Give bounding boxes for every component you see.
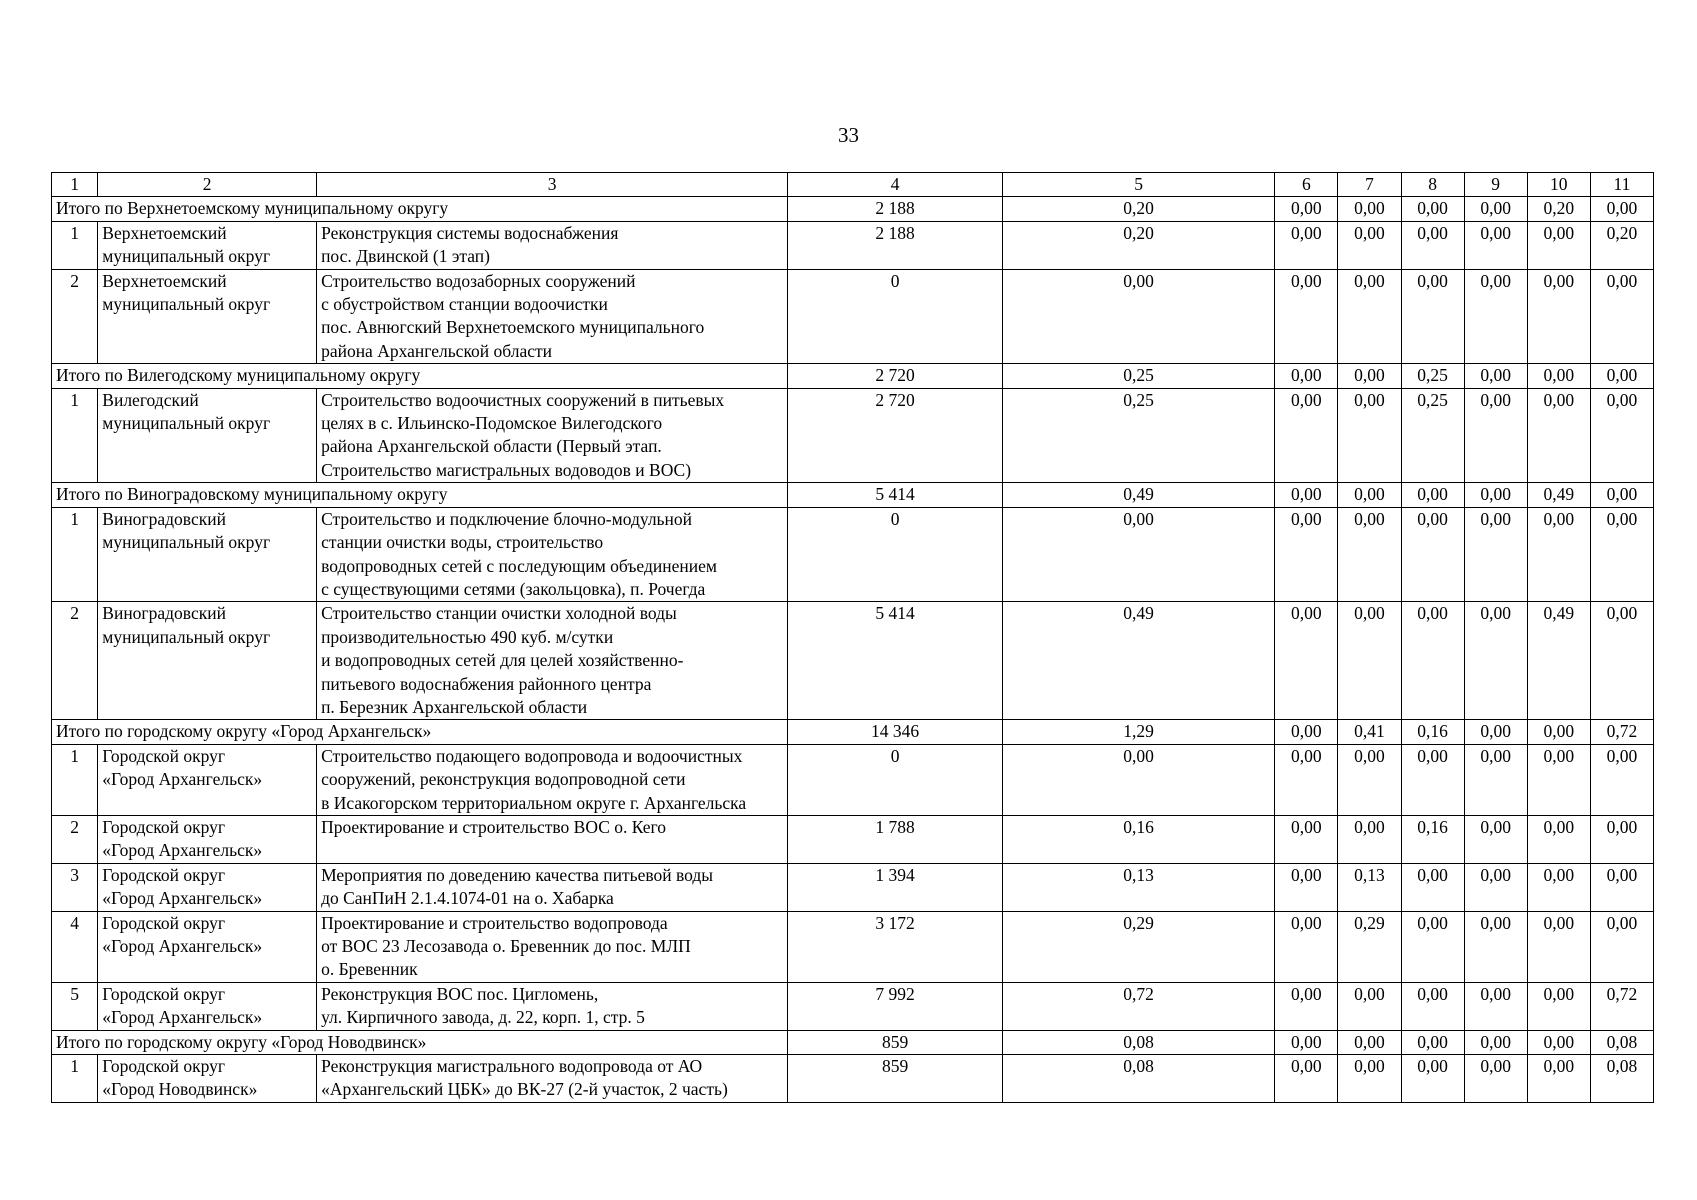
district-line: «Город Архангельск» [102, 1007, 263, 1028]
project-cell [317, 1055, 788, 1103]
project-line: питьевого водоснабжения районного центра [321, 673, 652, 694]
row-value: 0,00 [1275, 911, 1338, 982]
row-number: 2 [52, 602, 98, 720]
row-value: 5 414 [788, 602, 1003, 720]
column-number-row [52, 173, 1654, 197]
column-number: 2 [98, 173, 317, 197]
subtotal-value: 0,00 [1464, 483, 1527, 507]
project-cell [317, 507, 788, 602]
district-line: Верхнетоемский [102, 270, 227, 291]
row-value: 0,00 [1464, 744, 1527, 815]
subtotal-value: 0,25 [1401, 364, 1464, 388]
project-cell [317, 982, 788, 1030]
row-value: 0,00 [1464, 388, 1527, 483]
row-value: 7 992 [788, 982, 1003, 1030]
project-line: Мероприятия по доведению качества питьевой воды [321, 864, 714, 885]
subtotal-value: 0,08 [1002, 1030, 1274, 1054]
project-line: производительностью 490 куб. м/сутки [321, 626, 614, 647]
row-value: 0,00 [1464, 815, 1527, 863]
row-value: 0,00 [1527, 221, 1590, 269]
column-number: 6 [1275, 173, 1338, 197]
row-value: 0,13 [1002, 863, 1274, 911]
row-value: 0,49 [1002, 602, 1274, 720]
row-value: 859 [788, 1055, 1003, 1103]
district-cell [98, 602, 317, 720]
subtotal-label: Итого по городскому округу «Город Новодвинск» [52, 1030, 788, 1054]
subtotal-label: Итого по городскому округу «Город Архангельск» [52, 720, 788, 744]
row-number: 1 [52, 1055, 98, 1103]
row-value: 0,00 [1590, 269, 1653, 364]
column-number: 3 [317, 173, 788, 197]
row-value: 3 172 [788, 911, 1003, 982]
project-line: водопроводных сетей с последующим объединением [321, 555, 717, 576]
district-line: Виноградовский [102, 508, 226, 529]
row-value: 0,00 [1338, 815, 1401, 863]
row-value: 0,72 [1002, 982, 1274, 1030]
row-value: 0,00 [1401, 507, 1464, 602]
row-value: 0,25 [1002, 388, 1274, 483]
subtotal-value: 0,00 [1464, 364, 1527, 388]
row-value: 0,00 [1002, 507, 1274, 602]
row-value: 0,08 [1590, 1055, 1653, 1103]
row-value: 0,00 [1590, 602, 1653, 720]
district-cell [98, 221, 317, 269]
district-cell [98, 744, 317, 815]
district-line: Виноградовский [102, 603, 226, 624]
district-line: Городской округ [102, 912, 226, 933]
subtotal-row [52, 197, 1654, 221]
project-line: Проектирование и строительство водопровода [321, 912, 668, 933]
district-cell [98, 815, 317, 863]
subtotal-value: 0,49 [1002, 483, 1274, 507]
row-value: 0,00 [1590, 507, 1653, 602]
column-number: 9 [1464, 173, 1527, 197]
row-value: 0 [788, 507, 1003, 602]
district-cell [98, 982, 317, 1030]
table-row [52, 269, 1654, 364]
subtotal-value: 0,00 [1464, 720, 1527, 744]
district-cell [98, 269, 317, 364]
row-value: 0,00 [1464, 911, 1527, 982]
subtotal-value: 0,00 [1401, 197, 1464, 221]
subtotal-value: 0,00 [1338, 483, 1401, 507]
project-cell [317, 911, 788, 982]
row-value: 0,00 [1464, 602, 1527, 720]
subtotal-value: 14 346 [788, 720, 1003, 744]
row-value: 0,00 [1527, 744, 1590, 815]
project-line: с обустройством станции водоочистки [321, 294, 608, 315]
subtotal-value: 0,00 [1464, 1030, 1527, 1054]
row-value: 0,08 [1002, 1055, 1274, 1103]
subtotal-value: 5 414 [788, 483, 1003, 507]
subtotal-value: 0,41 [1338, 720, 1401, 744]
row-value: 1 394 [788, 863, 1003, 911]
project-line: района Архангельской области [321, 340, 553, 361]
row-value: 0,00 [1401, 911, 1464, 982]
column-number: 5 [1002, 173, 1274, 197]
subtotal-value: 1,29 [1002, 720, 1274, 744]
subtotal-row [52, 483, 1654, 507]
subtotal-value: 0,00 [1338, 1030, 1401, 1054]
column-number: 11 [1590, 173, 1653, 197]
column-number: 1 [52, 173, 98, 197]
row-value: 0,29 [1338, 911, 1401, 982]
subtotal-value: 859 [788, 1030, 1003, 1054]
row-number: 2 [52, 269, 98, 364]
table-row [52, 815, 1654, 863]
subtotal-row [52, 364, 1654, 388]
row-value: 0,72 [1590, 982, 1653, 1030]
project-cell [317, 602, 788, 720]
subtotal-value: 0,25 [1002, 364, 1274, 388]
table-body [52, 173, 1654, 1103]
project-line: Реконструкция системы водоснабжения [321, 222, 619, 243]
subtotal-value: 0,00 [1590, 483, 1653, 507]
project-line: Строительство подающего водопровода и водоочистных [321, 745, 743, 766]
row-value: 0,00 [1338, 221, 1401, 269]
row-value: 0,00 [1527, 507, 1590, 602]
district-line: муниципальный округ [102, 532, 271, 553]
row-value: 0,25 [1401, 388, 1464, 483]
row-value: 0 [788, 269, 1003, 364]
row-value: 0,00 [1275, 815, 1338, 863]
subtotal-value: 0,00 [1590, 364, 1653, 388]
subtotal-value: 0,00 [1527, 364, 1590, 388]
row-value: 0,00 [1527, 269, 1590, 364]
subtotal-value: 0,00 [1275, 1030, 1338, 1054]
row-number: 1 [52, 744, 98, 815]
row-value: 2 188 [788, 221, 1003, 269]
row-number: 5 [52, 982, 98, 1030]
project-line: п. Березник Архангельской области [321, 696, 588, 717]
row-value: 0,00 [1338, 269, 1401, 364]
subtotal-value: 0,72 [1590, 720, 1653, 744]
row-value: 0,00 [1464, 863, 1527, 911]
row-value: 0,00 [1464, 269, 1527, 364]
row-value: 0,00 [1002, 269, 1274, 364]
row-value: 0,20 [1002, 221, 1274, 269]
district-cell [98, 911, 317, 982]
district-line: Вилегодский [102, 389, 199, 410]
row-value: 0,00 [1275, 602, 1338, 720]
row-value: 0,00 [1464, 507, 1527, 602]
row-value: 0,49 [1527, 602, 1590, 720]
row-value: 0,00 [1401, 1055, 1464, 1103]
project-line: сооружений, реконструкция водопроводной сети [321, 769, 686, 790]
project-line: пос. Авнюгский Верхнетоемского муниципального [321, 317, 705, 338]
column-number: 4 [788, 173, 1003, 197]
table-row [52, 911, 1654, 982]
row-value: 0,00 [1401, 863, 1464, 911]
district-cell [98, 1055, 317, 1103]
row-value: 0,00 [1590, 744, 1653, 815]
project-line: Строительство станции очистки холодной воды [321, 603, 677, 624]
row-value: 0,00 [1275, 863, 1338, 911]
table-row [52, 388, 1654, 483]
project-line: ул. Кирпичного завода, д. 22, корп. 1, стр. 5 [321, 1007, 645, 1028]
district-line: «Город Новодвинск» [102, 1079, 258, 1100]
project-line: с существующими сетями (закольцовка), п. Рочегда [321, 578, 706, 599]
project-cell [317, 863, 788, 911]
row-value: 0,00 [1527, 982, 1590, 1030]
table-row [52, 602, 1654, 720]
subtotal-value: 0,00 [1275, 483, 1338, 507]
row-value: 0,00 [1401, 602, 1464, 720]
project-line: Строительство и подключение блочно-модульной [321, 508, 693, 529]
row-value: 0,00 [1275, 744, 1338, 815]
subtotal-value: 0,00 [1590, 197, 1653, 221]
district-line: Верхнетоемский [102, 222, 227, 243]
table-row [52, 1055, 1654, 1103]
district-line: «Город Архангельск» [102, 769, 263, 790]
row-value: 0,00 [1338, 388, 1401, 483]
district-cell [98, 507, 317, 602]
row-value: 0,29 [1002, 911, 1274, 982]
row-value: 1 788 [788, 815, 1003, 863]
project-line: целях в с. Ильинско-Подомское Вилегодского [321, 413, 663, 434]
row-value: 0,00 [1527, 388, 1590, 483]
district-line: Городской округ [102, 983, 226, 1004]
row-value: 0,00 [1464, 982, 1527, 1030]
subtotal-value: 0,49 [1527, 483, 1590, 507]
row-value: 0,00 [1275, 982, 1338, 1030]
row-value: 0,00 [1338, 602, 1401, 720]
row-value: 0,16 [1002, 815, 1274, 863]
row-number: 1 [52, 388, 98, 483]
table-row [52, 221, 1654, 269]
district-line: Городской округ [102, 745, 226, 766]
row-value: 0,00 [1338, 1055, 1401, 1103]
row-value: 0,00 [1527, 911, 1590, 982]
project-line: Строительство водозаборных сооружений [321, 270, 636, 291]
row-value: 0,00 [1275, 1055, 1338, 1103]
row-value: 0,00 [1464, 1055, 1527, 1103]
row-number: 2 [52, 815, 98, 863]
row-value: 0,00 [1002, 744, 1274, 815]
district-line: «Город Архангельск» [102, 888, 263, 909]
project-line: о. Бревенник [321, 959, 418, 980]
project-line: Реконструкция ВОС пос. Цигломень, [321, 983, 599, 1004]
subtotal-value: 0,00 [1464, 197, 1527, 221]
row-value: 0,16 [1401, 815, 1464, 863]
row-value: 0,00 [1401, 221, 1464, 269]
district-line: «Город Архангельск» [102, 936, 263, 956]
district-cell [98, 388, 317, 483]
row-value: 0,00 [1338, 982, 1401, 1030]
row-value: 0 [788, 744, 1003, 815]
district-cell [98, 863, 317, 911]
table-row [52, 744, 1654, 815]
row-number: 1 [52, 221, 98, 269]
subtotal-value: 0,20 [1002, 197, 1274, 221]
row-value: 0,00 [1401, 269, 1464, 364]
project-line: пос. Двинской (1 этап) [321, 246, 490, 267]
subtotal-row [52, 720, 1654, 744]
row-value: 0,00 [1527, 815, 1590, 863]
row-value: 0,00 [1590, 815, 1653, 863]
project-line: и водопроводных сетей для целей хозяйственно- [321, 650, 684, 671]
subtotal-value: 0,00 [1338, 197, 1401, 221]
row-number: 3 [52, 863, 98, 911]
project-line: от ВОС 23 Лесозавода о. Бревенник до пос. МЛП [321, 936, 691, 956]
subtotal-label: Итого по Вилегодскому муниципальному округу [52, 364, 788, 388]
project-line: Строительство водоочистных сооружений в питьевых [321, 389, 725, 410]
row-value: 0,00 [1401, 744, 1464, 815]
subtotal-value: 2 188 [788, 197, 1003, 221]
subtotal-label: Итого по Виноградовскому муниципальному округу [52, 483, 788, 507]
row-value: 0,13 [1338, 863, 1401, 911]
subtotal-value: 0,00 [1527, 1030, 1590, 1054]
project-line: района Архангельской области (Первый этап. [321, 436, 662, 457]
subtotal-value: 0,00 [1275, 720, 1338, 744]
column-number: 7 [1338, 173, 1401, 197]
district-line: муниципальный округ [102, 413, 271, 434]
project-cell [317, 269, 788, 364]
subtotal-value: 0,00 [1401, 1030, 1464, 1054]
row-value: 0,00 [1527, 1055, 1590, 1103]
project-cell [317, 744, 788, 815]
table-row [52, 982, 1654, 1030]
project-cell [317, 221, 788, 269]
subtotal-label: Итого по Верхнетоемскому муниципальному округу [52, 197, 788, 221]
row-value: 0,00 [1275, 507, 1338, 602]
page-number: 33 [838, 123, 859, 147]
project-line: «Архангельский ЦБК» до ВК-27 (2-й участок, 2 часть) [321, 1079, 728, 1100]
project-cell [317, 388, 788, 483]
column-number: 8 [1401, 173, 1464, 197]
subtotal-value: 0,20 [1527, 197, 1590, 221]
row-value: 0,00 [1401, 982, 1464, 1030]
project-line: Проектирование и строительство ВОС о. Кего [321, 816, 667, 837]
row-value: 0,20 [1590, 221, 1653, 269]
subtotal-row [52, 1030, 1654, 1054]
district-line: муниципальный округ [102, 626, 271, 647]
project-cell [317, 815, 788, 863]
row-value: 0,00 [1590, 388, 1653, 483]
project-line: Реконструкция магистрального водопровода от АО [321, 1056, 703, 1077]
district-line: Городской округ [102, 864, 226, 885]
row-value: 0,00 [1590, 911, 1653, 982]
table-row [52, 863, 1654, 911]
row-value: 0,00 [1338, 744, 1401, 815]
subtotal-value: 0,00 [1275, 364, 1338, 388]
row-value: 0,00 [1275, 388, 1338, 483]
district-line: Городской округ [102, 816, 226, 837]
row-value: 0,00 [1464, 221, 1527, 269]
subtotal-value: 0,00 [1527, 720, 1590, 744]
subtotal-value: 0,16 [1401, 720, 1464, 744]
project-line: станции очистки воды, строительство [321, 532, 604, 553]
row-value: 0,00 [1590, 863, 1653, 911]
subtotal-value: 0,00 [1338, 364, 1401, 388]
subtotal-value: 2 720 [788, 364, 1003, 388]
row-value: 2 720 [788, 388, 1003, 483]
table-row [52, 507, 1654, 602]
district-line: «Город Архангельск» [102, 840, 263, 861]
column-number: 10 [1527, 173, 1590, 197]
district-line: муниципальный округ [102, 246, 271, 267]
district-line: Городской округ [102, 1056, 226, 1077]
row-number: 1 [52, 507, 98, 602]
project-line: до СанПиН 2.1.4.1074-01 на о. Хабарка [321, 888, 614, 909]
row-value: 0,00 [1275, 221, 1338, 269]
project-line: Строительство магистральных водоводов и ВОС) [321, 459, 692, 480]
subtotal-value: 0,00 [1401, 483, 1464, 507]
row-value: 0,00 [1527, 863, 1590, 911]
row-value: 0,00 [1338, 507, 1401, 602]
row-value: 0,00 [1275, 269, 1338, 364]
row-number: 4 [52, 911, 98, 982]
project-line: в Исакогорском территориальном округе г. Архангельска [321, 792, 747, 813]
subtotal-value: 0,08 [1590, 1030, 1653, 1054]
investment-table [51, 172, 1654, 1103]
subtotal-value: 0,00 [1275, 197, 1338, 221]
district-line: муниципальный округ [102, 294, 271, 315]
